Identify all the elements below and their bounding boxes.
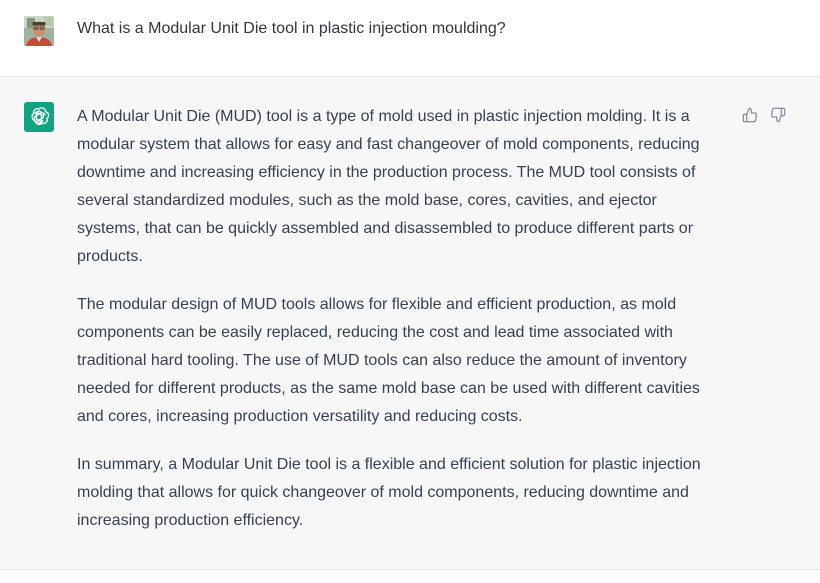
- answer-line: increasing production efficiency.: [77, 512, 304, 529]
- user-message-row: [0, 0, 820, 77]
- assistant-message-row: [0, 77, 820, 570]
- bottom-spacer: [0, 570, 820, 583]
- thumbs-up-button[interactable]: [741, 106, 759, 124]
- assistant-avatar: [24, 102, 54, 132]
- answer-line: molding that allows for quick changeover of mold components, reducing downtime and: [77, 484, 689, 501]
- assistant-answer: [77, 103, 737, 555]
- answer-paragraph-2: [77, 291, 737, 431]
- answer-line: A Modular Unit Die (MUD) tool is a type of mold used in plastic injection molding. It is a: [77, 108, 690, 125]
- user-photo-avatar-icon: [24, 16, 54, 46]
- openai-logo-icon: [28, 106, 50, 128]
- answer-line: and cores, increasing production versatility and reducing costs.: [77, 408, 523, 425]
- answer-paragraph-1: [77, 103, 737, 271]
- thumbs-down-button[interactable]: [769, 106, 787, 124]
- answer-line: In summary, a Modular Unit Die tool is a flexible and efficient solution for plastic injection: [77, 456, 701, 473]
- user-message-text: What is a Modular Unit Die tool in plastic injection moulding?: [77, 20, 506, 37]
- answer-line: modular system that allows for easy and fast changeover of mold components, reducing: [77, 136, 700, 153]
- user-avatar: [24, 16, 54, 46]
- answer-line: The modular design of MUD tools allows for flexible and efficient production, as mold: [77, 296, 677, 313]
- answer-line: several standardized modules, such as the mold base, cores, cavities, and ejector: [77, 192, 657, 209]
- answer-line: components can be easily replaced, reducing the cost and lead time associated with: [77, 324, 673, 341]
- answer-line: traditional hard tooling. The use of MUD tools can also reduce the amount of inventory: [77, 352, 687, 369]
- answer-line: downtime and increasing efficiency in the production process. The MUD tool consists of: [77, 164, 696, 181]
- answer-line: needed for different products, as the same mold base can be used with different cavities: [77, 380, 700, 397]
- thumbs-up-icon: [742, 107, 758, 123]
- thumbs-down-icon: [770, 107, 786, 123]
- answer-paragraph-3: [77, 451, 737, 535]
- answer-line: systems, that can be quickly assembled and disassembled to produce different parts or: [77, 220, 694, 237]
- answer-line: products.: [77, 248, 143, 265]
